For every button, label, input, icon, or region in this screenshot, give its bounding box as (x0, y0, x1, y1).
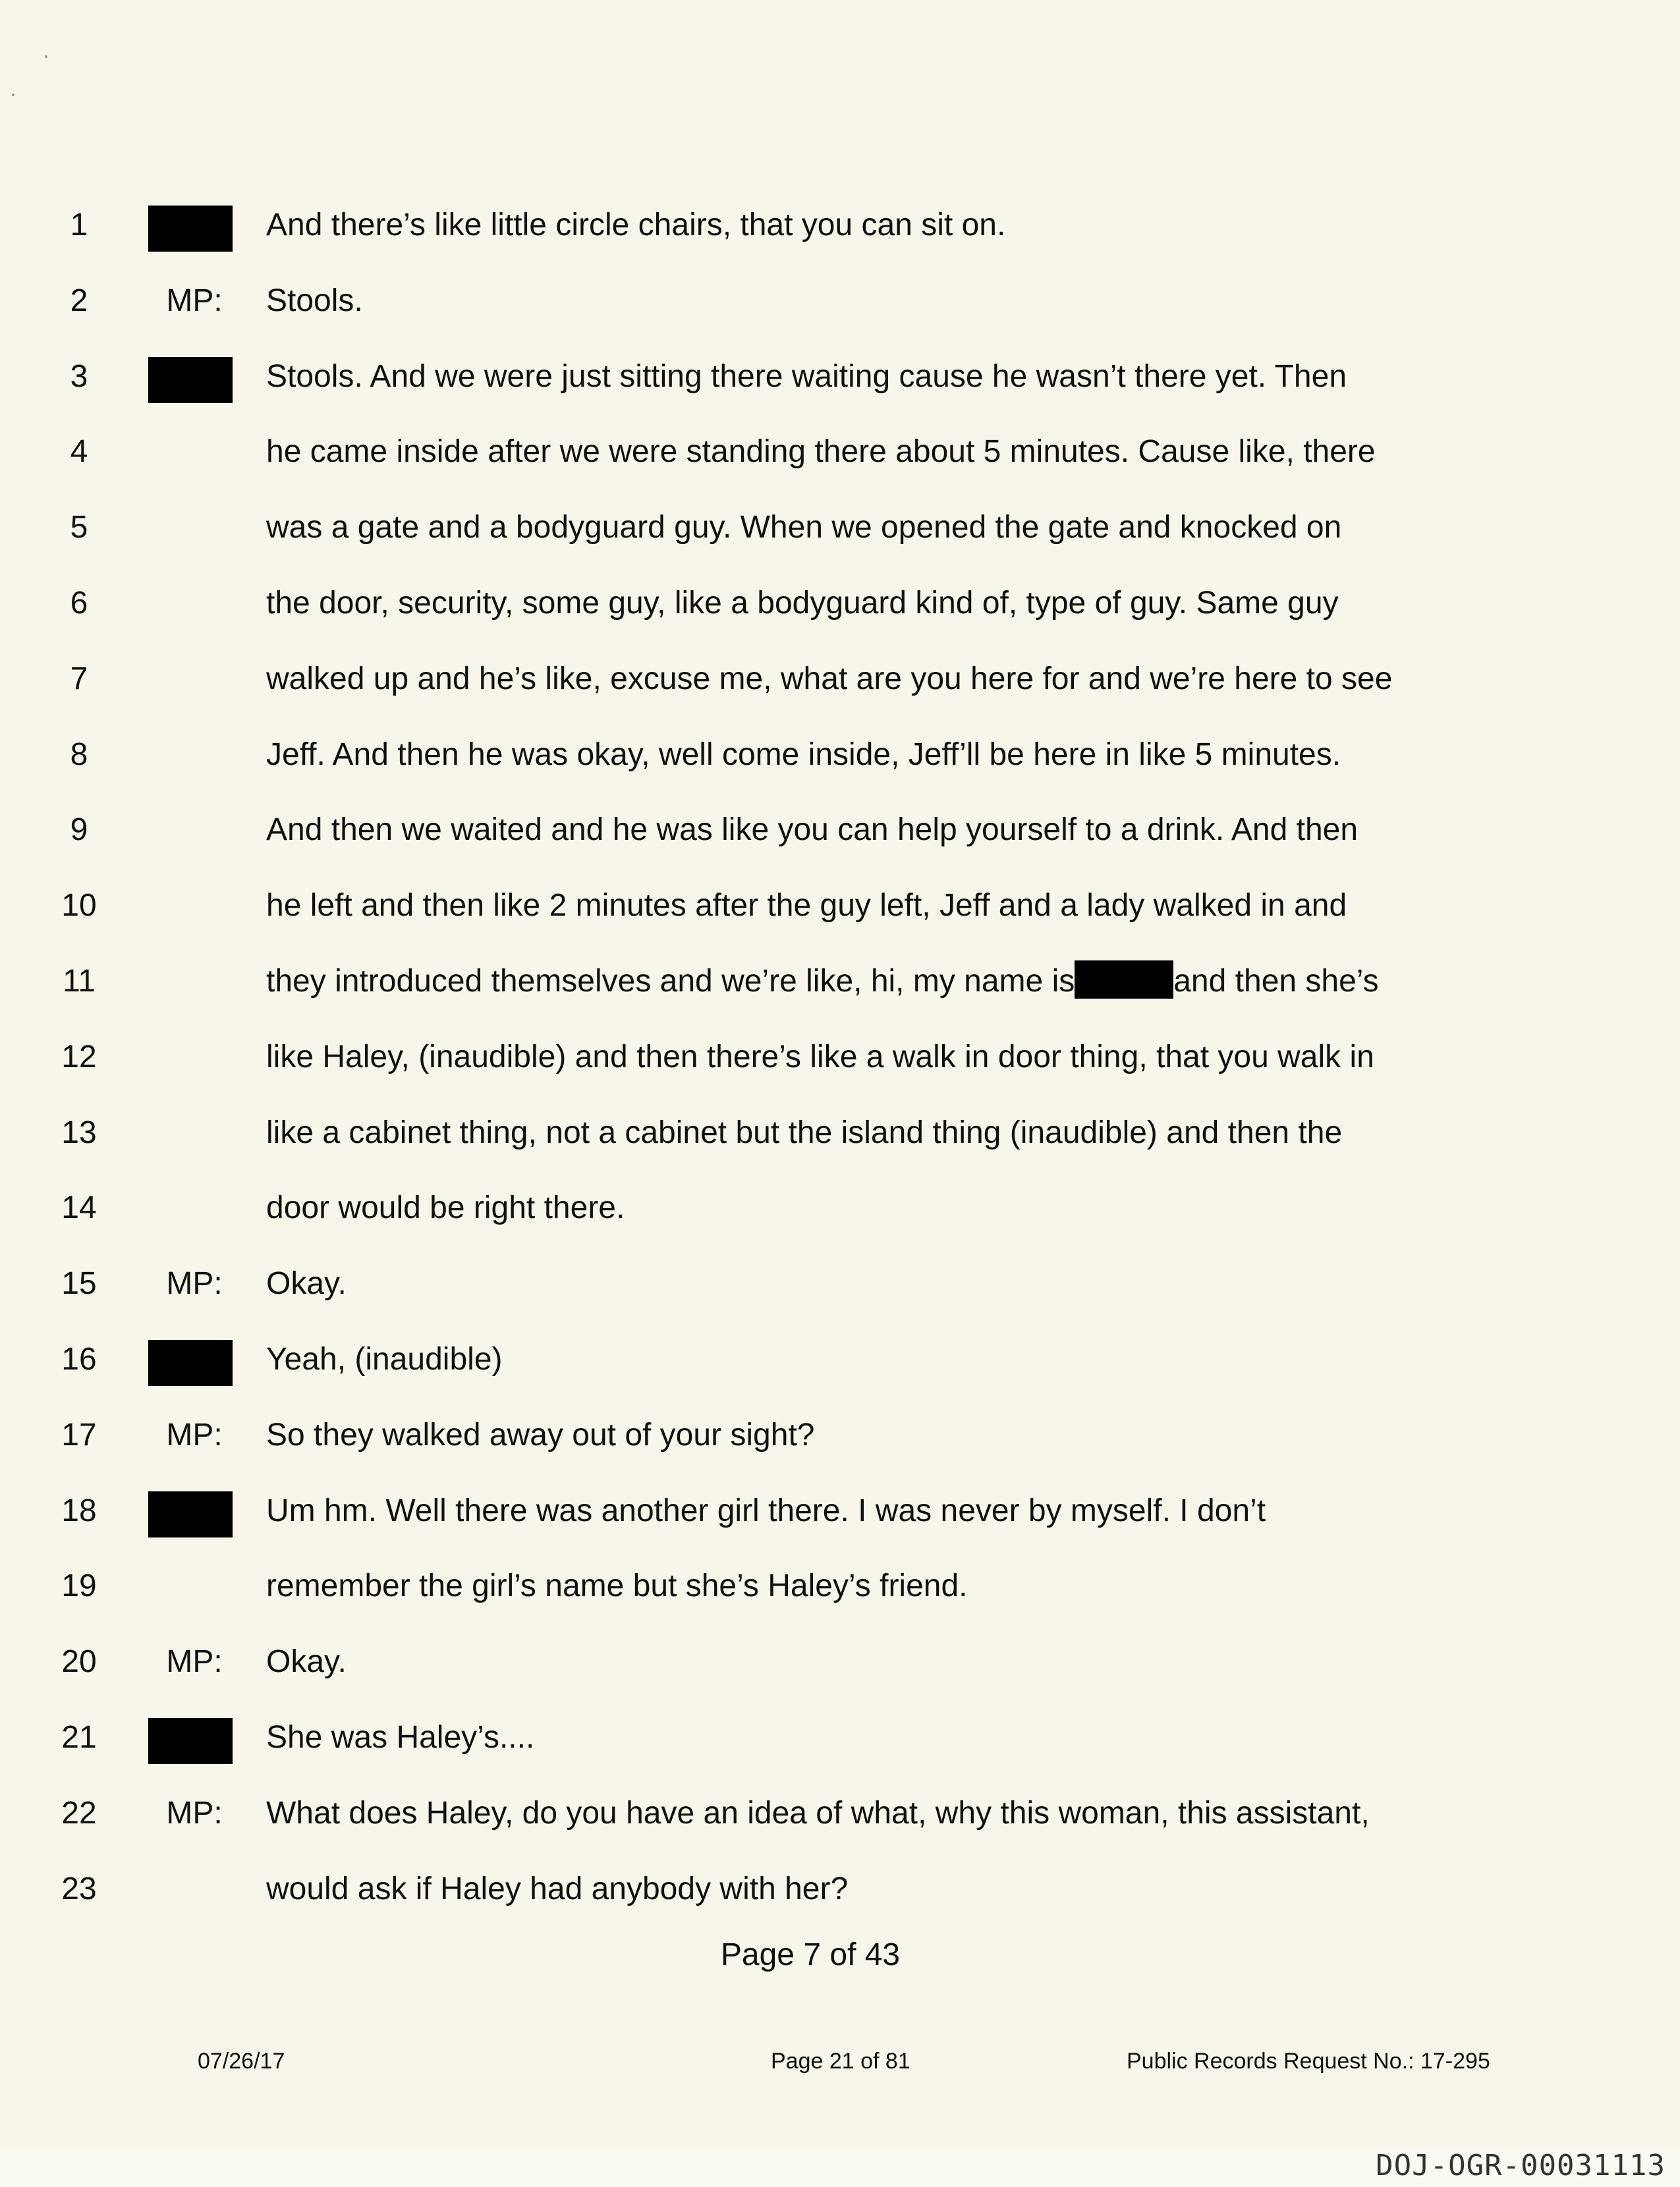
speaker-redaction (148, 1491, 233, 1537)
transcript-line (0, 653, 1680, 706)
transcript-line (0, 1182, 1680, 1234)
line-text (266, 955, 1379, 1008)
scan-speck (12, 94, 14, 96)
transcript-line (0, 1107, 1680, 1159)
line-text: Yeah, (inaudible) (266, 1342, 503, 1377)
speaker-label: MP: (166, 283, 223, 318)
line-number: 17 (61, 1418, 97, 1453)
line-text: Stools. And we were just sitting there waiting cause he wasn’t there yet. Then (266, 359, 1347, 394)
line-text: walked up and he’s like, excuse me, what are you here for and we’re here to see (266, 661, 1393, 696)
line-text: like Haley, (inaudible) and then there’s like a walk in door thing, that you walk in (266, 1039, 1374, 1074)
transcript-line (0, 1711, 1680, 1764)
transcript-line (0, 1258, 1680, 1310)
transcript-line (0, 1333, 1680, 1386)
transcript-line (0, 729, 1680, 781)
line-text: What does Haley, do you have an idea of what, why this woman, this assistant, (266, 1796, 1370, 1831)
line-number: 15 (61, 1266, 97, 1301)
footer-request-number: Public Records Request No.: 17-295 (1127, 2049, 1490, 2074)
line-number: 22 (61, 1796, 97, 1831)
line-number: 11 (63, 964, 96, 999)
line-text: And then we waited and he was like you can help yourself to a drink. And then (266, 812, 1358, 847)
line-number: 6 (70, 586, 88, 621)
line-number: 21 (61, 1720, 97, 1755)
line-number: 8 (70, 737, 88, 772)
transcript-line (0, 1560, 1680, 1613)
transcript-line (0, 879, 1680, 932)
speaker-label: MP: (166, 1418, 223, 1453)
line-number: 5 (70, 510, 88, 545)
footer-date: 07/26/17 (198, 2049, 285, 2074)
transcript-line (0, 1409, 1680, 1462)
speaker-label: MP: (166, 1266, 223, 1301)
transcript-line (0, 955, 1680, 1008)
line-text-before-redaction: they introduced themselves and we’re like, hi, my name is (266, 964, 1075, 999)
line-number: 9 (70, 812, 88, 847)
line-text: would ask if Haley had anybody with her? (266, 1871, 849, 1906)
transcript-line (0, 275, 1680, 327)
line-number: 4 (70, 434, 88, 469)
line-number: 10 (61, 888, 97, 923)
scan-speck (45, 55, 47, 58)
speaker-redaction (148, 1718, 233, 1764)
transcript-line (0, 1031, 1680, 1084)
line-text: Stools. (266, 283, 363, 318)
line-number: 18 (61, 1493, 97, 1528)
speaker-label: MP: (166, 1644, 223, 1679)
line-number: 12 (61, 1039, 97, 1074)
line-text: She was Haley’s.... (266, 1720, 535, 1755)
line-text: So they walked away out of your sight? (266, 1418, 815, 1453)
line-text: the door, security, some guy, like a bodyguard kind of, type of guy. Same guy (266, 586, 1339, 621)
footer-page: Page 21 of 81 (771, 2049, 910, 2074)
line-text: door would be right there. (266, 1190, 625, 1225)
transcript-line (0, 804, 1680, 856)
name-redaction (1075, 960, 1173, 999)
line-number: 16 (61, 1342, 97, 1377)
transcript-line (0, 350, 1680, 403)
line-text: was a gate and a bodyguard guy. When we opened the gate and knocked on (266, 510, 1342, 545)
line-number: 20 (61, 1644, 97, 1679)
transcript-line (0, 1636, 1680, 1688)
line-text: Um hm. Well there was another girl there. I was never by myself. I don’t (266, 1493, 1266, 1528)
line-text: Okay. (266, 1644, 347, 1679)
line-text-after-redaction: and then she’s (1173, 964, 1379, 999)
transcript-line (0, 199, 1680, 252)
bates-number: DOJ-OGR-00031113 (1376, 2149, 1666, 2182)
line-text: Jeff. And then he was okay, well come inside, Jeff’ll be here in like 5 minutes. (266, 737, 1341, 772)
line-number: 1 (70, 208, 88, 242)
speaker-redaction (148, 1340, 233, 1386)
line-text: And there’s like little circle chairs, that you can sit on. (266, 208, 1006, 242)
transcript-line (0, 577, 1680, 630)
line-number: 19 (61, 1568, 97, 1603)
line-text: like a cabinet thing, not a cabinet but the island thing (inaudible) and then the (266, 1115, 1343, 1150)
line-text: remember the girl’s name but she’s Haley’s friend. (266, 1568, 968, 1603)
transcript-line (0, 1863, 1680, 1916)
line-number: 13 (61, 1115, 97, 1150)
speaker-label: MP: (166, 1796, 223, 1831)
line-number: 23 (61, 1871, 97, 1906)
line-number: 7 (70, 661, 88, 696)
page-number: Page 7 of 43 (720, 1937, 901, 1972)
speaker-redaction (148, 206, 233, 252)
line-number: 14 (61, 1190, 97, 1225)
transcript-line (0, 501, 1680, 554)
transcript-line (0, 426, 1680, 478)
transcript-line (0, 1485, 1680, 1537)
line-number: 3 (70, 359, 88, 394)
speaker-redaction (148, 357, 233, 403)
transcript-line (0, 1787, 1680, 1840)
line-text: he came inside after we were standing there about 5 minutes. Cause like, there (266, 434, 1376, 469)
line-text: Okay. (266, 1266, 347, 1301)
line-number: 2 (70, 283, 88, 318)
line-text: he left and then like 2 minutes after the guy left, Jeff and a lady walked in and (266, 888, 1347, 923)
